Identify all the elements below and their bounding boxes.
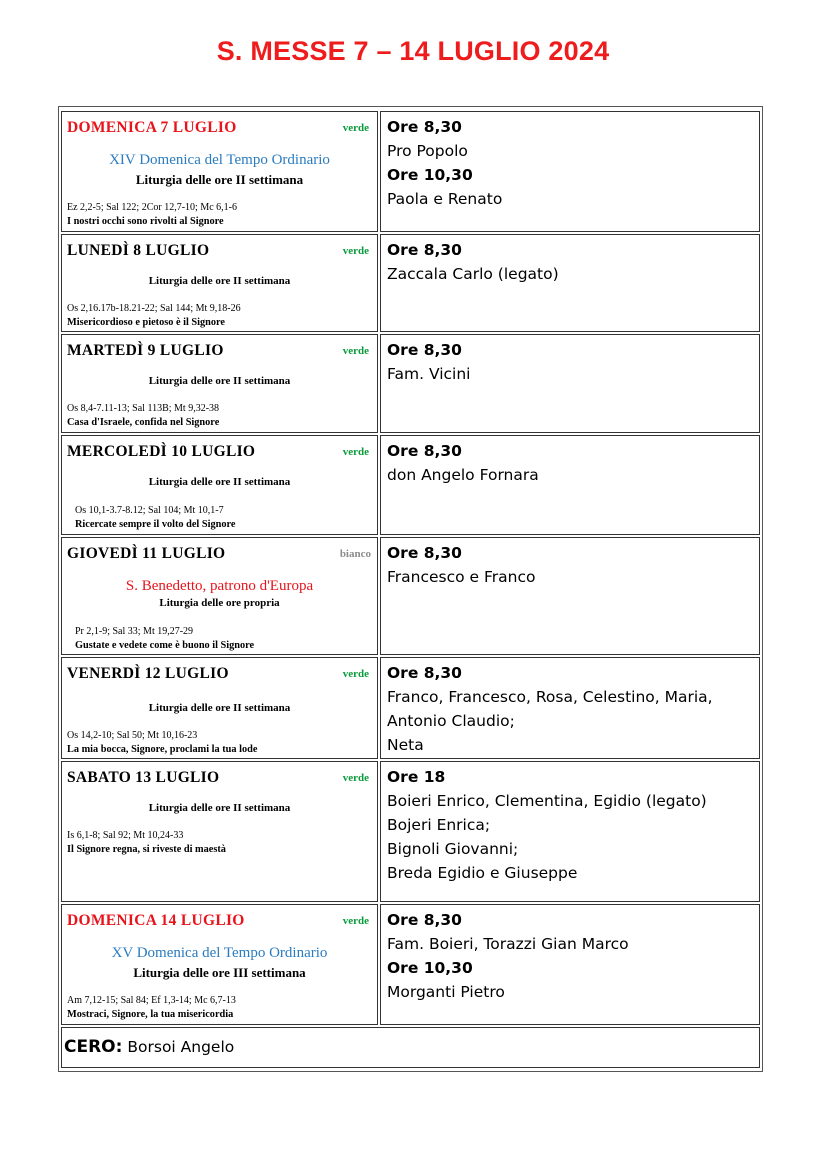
mass-cell-wednesday-10 — [380, 435, 760, 535]
mass-cell-thursday-11 — [380, 537, 760, 655]
mass-intention: Boieri Enrico, Clementina, Egidio (legato) — [387, 792, 707, 810]
mass-time: Ore 10,30 — [387, 166, 473, 184]
reading-refs: Is 6,1-8; Sal 92; Mt 10,24-33 — [67, 830, 184, 841]
day-cell-friday-12 — [61, 657, 378, 759]
mass-cell-saturday-13 — [380, 761, 760, 902]
liturgical-color: verde — [342, 122, 369, 134]
cero-row — [61, 1027, 760, 1068]
liturgical-color: verde — [342, 345, 369, 357]
day-cell-tuesday-9 — [61, 334, 378, 433]
reading-refs: Os 10,1-3.7-8.12; Sal 104; Mt 10,1-7 — [75, 505, 224, 516]
liturgical-color: verde — [342, 446, 369, 458]
mass-intention: Franco, Francesco, Rosa, Celestino, Maria, — [387, 688, 713, 706]
mass-cell-sunday-7 — [380, 111, 760, 232]
reading-refs: Os 2,16.17b-18.21-22; Sal 144; Mt 9,18-26 — [67, 303, 241, 314]
day-heading: MERCOLEDÌ 10 LUGLIO — [67, 443, 256, 460]
day-heading: SABATO 13 LUGLIO — [67, 769, 220, 786]
liturgical-color: verde — [342, 772, 369, 784]
mass-cell-monday-8 — [380, 234, 760, 332]
day-cell-sunday-7 — [61, 111, 378, 232]
mass-intention: Bojeri Enrica; — [387, 816, 491, 834]
psalm-response: Casa d'Israele, confida nel Signore — [67, 417, 220, 428]
psalm-response: Il Signore regna, si riveste di maestà — [67, 844, 226, 855]
mass-intention: Zaccala Carlo (legato) — [387, 265, 559, 283]
liturgy-hours: Liturgia delle ore II settimana — [148, 476, 291, 488]
mass-intention: Francesco e Franco — [387, 568, 536, 586]
mass-time: Ore 8,30 — [387, 664, 462, 682]
day-cell-thursday-11 — [61, 537, 378, 655]
mass-intention: Bignoli Giovanni; — [387, 840, 519, 858]
mass-time: Ore 8,30 — [387, 341, 462, 359]
day-cell-monday-8 — [61, 234, 378, 332]
psalm-response: Mostraci, Signore, la tua misericordia — [67, 1009, 234, 1020]
mass-time: Ore 8,30 — [387, 241, 462, 259]
reading-refs: Am 7,12-15; Sal 84; Ef 1,3-14; Mc 6,7-13 — [67, 995, 236, 1006]
cero-value: Borsoi Angelo — [127, 1038, 235, 1056]
liturgical-color: verde — [342, 245, 369, 257]
mass-intention: Paola e Renato — [387, 190, 503, 208]
day-heading: DOMENICA 7 LUGLIO — [67, 119, 237, 136]
liturgical-color: bianco — [339, 548, 371, 560]
feast-name: S. Benedetto, patrono d'Europa — [125, 578, 314, 594]
liturgical-color: verde — [342, 915, 369, 927]
mass-intention: Neta — [387, 736, 424, 754]
mass-intention: Morganti Pietro — [387, 983, 505, 1001]
liturgy-hours: Liturgia delle ore II settimana — [135, 172, 304, 187]
reading-refs: Os 14,2-10; Sal 50; Mt 10,16-23 — [67, 730, 198, 741]
liturgy-hours: Liturgia delle ore II settimana — [148, 275, 291, 287]
mass-cell-tuesday-9 — [380, 334, 760, 433]
day-heading: LUNEDÌ 8 LUGLIO — [67, 242, 210, 259]
day-heading: DOMENICA 14 LUGLIO — [67, 912, 245, 929]
feast-name: XV Domenica del Tempo Ordinario — [111, 945, 328, 961]
liturgical-color: verde — [342, 668, 369, 680]
mass-time: Ore 8,30 — [387, 118, 462, 136]
mass-intention: Fam. Vicini — [387, 365, 471, 383]
liturgy-hours: Liturgia delle ore II settimana — [148, 375, 291, 387]
reading-refs: Os 8,4-7.11-13; Sal 113B; Mt 9,32-38 — [67, 403, 220, 414]
mass-intention: don Angelo Fornara — [387, 466, 539, 484]
day-cell-saturday-13 — [61, 761, 378, 902]
mass-intention: Antonio Claudio; — [387, 712, 515, 730]
mass-time: Ore 10,30 — [387, 959, 473, 977]
day-heading: VENERDÌ 12 LUGLIO — [67, 665, 229, 682]
psalm-response: I nostri occhi sono rivolti al Signore — [67, 216, 224, 227]
mass-cell-sunday-14 — [380, 904, 760, 1025]
mass-cell-friday-12 — [380, 657, 760, 759]
psalm-response: Ricercate sempre il volto del Signore — [75, 519, 236, 530]
mass-time: Ore 8,30 — [387, 442, 462, 460]
day-heading: MARTEDÌ 9 LUGLIO — [67, 342, 224, 359]
mass-time: Ore 18 — [387, 768, 446, 786]
feast-name: XIV Domenica del Tempo Ordinario — [109, 152, 330, 168]
liturgy-hours: Liturgia delle ore II settimana — [148, 802, 291, 814]
liturgy-hours: Liturgia delle ore II settimana — [148, 702, 291, 714]
day-heading: GIOVEDÌ 11 LUGLIO — [67, 545, 226, 562]
liturgy-hours: Liturgia delle ore III settimana — [133, 965, 306, 980]
page-title: S. MESSE 7 – 14 LUGLIO 2024 — [216, 36, 610, 66]
cero-label: CERO: — [64, 1037, 123, 1057]
mass-intention: Pro Popolo — [387, 142, 468, 160]
psalm-response: Misericordioso e pietoso è il Signore — [67, 317, 225, 328]
mass-time: Ore 8,30 — [387, 911, 462, 929]
reading-refs: Ez 2,2-5; Sal 122; 2Cor 12,7-10; Mc 6,1-6 — [67, 202, 237, 213]
liturgy-hours: Liturgia delle ore propria — [159, 597, 280, 609]
mass-intention: Fam. Boieri, Torazzi Gian Marco — [387, 935, 629, 953]
mass-time: Ore 8,30 — [387, 544, 462, 562]
day-cell-sunday-14 — [61, 904, 378, 1025]
psalm-response: La mia bocca, Signore, proclami la tua lode — [67, 744, 258, 755]
psalm-response: Gustate e vedete come è buono il Signore — [75, 640, 255, 651]
day-cell-wednesday-10 — [61, 435, 378, 535]
reading-refs: Pr 2,1-9; Sal 33; Mt 19,27-29 — [75, 626, 194, 637]
mass-intention: Breda Egidio e Giuseppe — [387, 864, 578, 882]
